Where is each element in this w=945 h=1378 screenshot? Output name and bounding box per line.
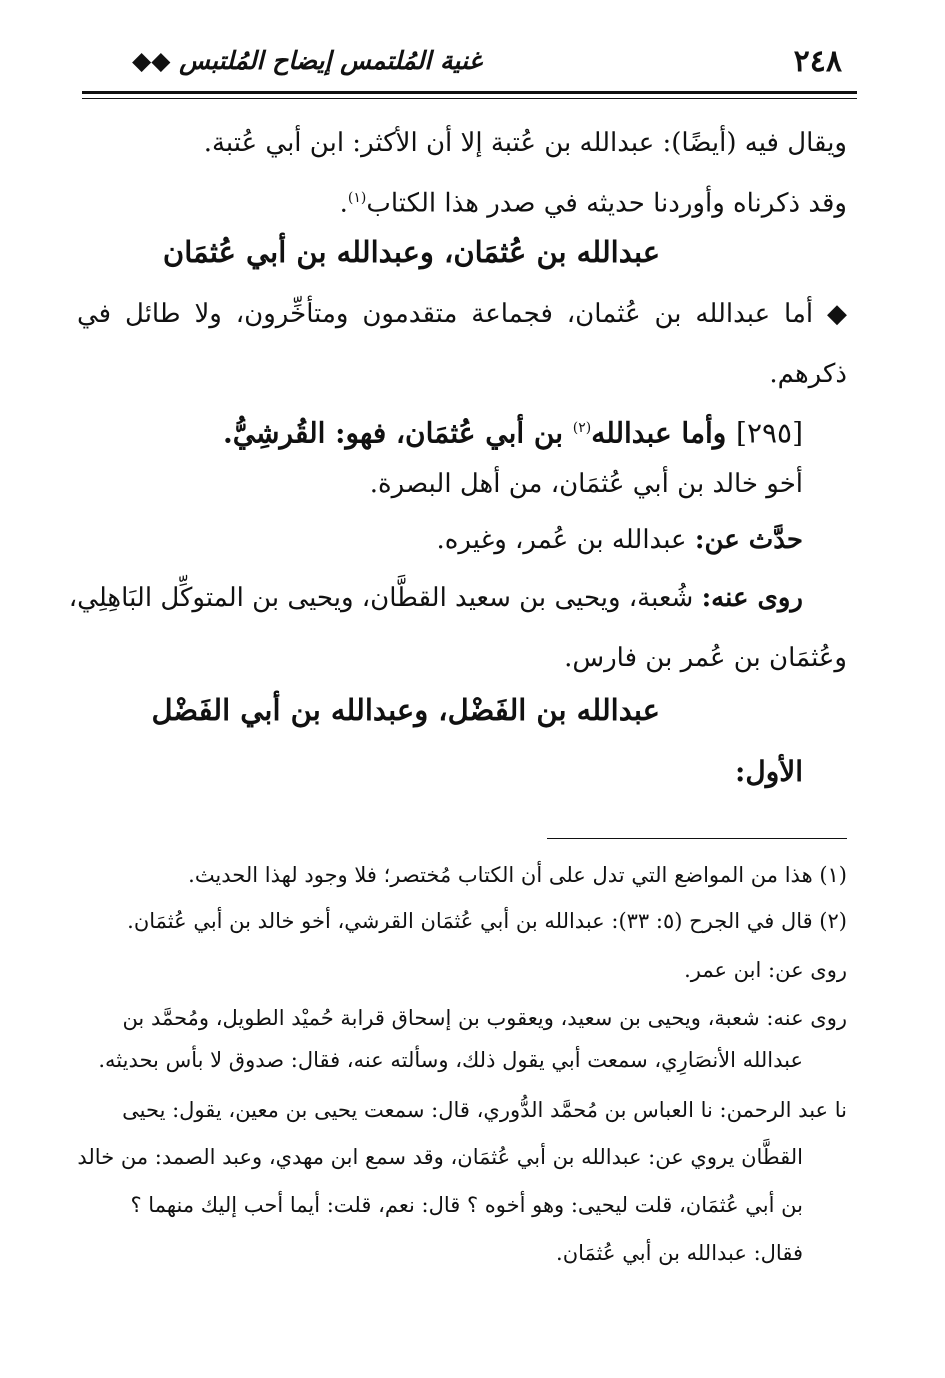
footnote-1: (١) هذا من المواضع التي تدل على أن الكتاب مُختصر؛ فلا وجود لهذا الحديث. (188, 863, 847, 887)
paragraph-1-line-2: ذكرهم. (769, 359, 847, 389)
rawa-line (69, 580, 803, 616)
haddath-label: حدَّث عن: (694, 525, 803, 555)
haddath-line (437, 522, 803, 558)
haddath-text: عبدالله بن عُمر، وغيره. (436, 525, 687, 555)
header-rule-thin (82, 98, 857, 99)
paragraph-1-line-1: ◆ أما عبدالله بن عُثمان، فجماعة متقدمون ومتأخِّرون، ولا طائل في (77, 299, 847, 329)
footnote-2-line-2: روى عن: ابن عمر. (684, 958, 847, 982)
footnote-2-line-6: القطَّان يروي عن: عبدالله بن أبي عُثمَان، وقد سمع ابن مهدي، وعبد الصمد: من خالد (77, 1145, 803, 1169)
footnote-ref-2: (٢) (572, 420, 592, 436)
footnote-2-line-8: فقال: عبدالله بن أبي عُثمَان. (556, 1241, 803, 1265)
footnote-2: (٢) قال في الجرح (٥: ٣٣): عبدالله بن أبي عُثمَان القرشي، أخو خالد بن أبي عُثمَان. (127, 909, 847, 933)
footnote-2-line-7: بن أبي عُثمَان، قلت ليحيى: وهو أخوه ؟ قال: نعم، قلت: أيما أحب إليك منهما ؟ (130, 1193, 803, 1217)
running-title: غنية المُلتمس إيضاح المُلتبس ◆◆ (132, 46, 482, 75)
footnote-2-line-5: نا عبد الرحمن: نا العباس بن مُحمَّد الدُّوري، قال: سمعت يحيى بن معين، يقول: يحيى (122, 1098, 847, 1122)
entry-number: [٢٩٥] (736, 416, 803, 450)
body-line-2 (340, 180, 847, 222)
footnote-2-line-4: عبدالله الأنصَارِي، سمعت أبي يقول ذلك، وسألته عنه، فقال: صدوق لا بأس بحديثه. (98, 1048, 803, 1072)
footnote-2-line-3: روى عنه: شعبة، ويحيى بن سعيد، ويعقوب بن إسحاق قرابة حُميْد الطويل، ومُحمَّد بن (122, 1006, 847, 1030)
page-number: ٢٤٨ (793, 44, 842, 79)
rawa-line-2: وعُثمَان بن عُمر بن فارس. (564, 643, 847, 673)
entry-295-title (223, 410, 803, 451)
entry-title-b: بن أبي عُثمَان، فهو: القُرشِيُّ. (222, 416, 563, 450)
section-heading-1: عبدالله بن عُثمَان، وعبدالله بن أبي عُثمَان (162, 235, 660, 269)
rawa-label: روى عنه: (701, 583, 803, 613)
footnote-ref-1: (١) (347, 190, 367, 206)
page-header (80, 42, 850, 86)
entry-line-2: أخو خالد بن أبي عُثمَان، من أهل البصرة. (369, 469, 803, 499)
section-heading-2: عبدالله بن الفَضْل، وعبدالله بن أبي الفَضْل (151, 693, 660, 727)
header-rule-thick (82, 91, 857, 94)
body-line-2-end: . (339, 188, 348, 219)
rawa-text: شُعبة، ويحيى بن سعيد القطَّان، ويحيى بن المتوكِّل البَاهِلِي، (68, 583, 694, 613)
body-line-1: ويقال فيه (أيضًا): عبدالله بن عُتبة إلا أن الأكثر: ابن أبي عُتبة. (203, 128, 847, 158)
body-line-2-text: وقد ذكرناه وأوردنا حديثه في صدر هذا الكتاب (366, 188, 847, 219)
footnote-rule (547, 838, 847, 839)
section-heading-3: الأول: (735, 755, 803, 788)
entry-title-a: وأما عبدالله (591, 416, 727, 450)
